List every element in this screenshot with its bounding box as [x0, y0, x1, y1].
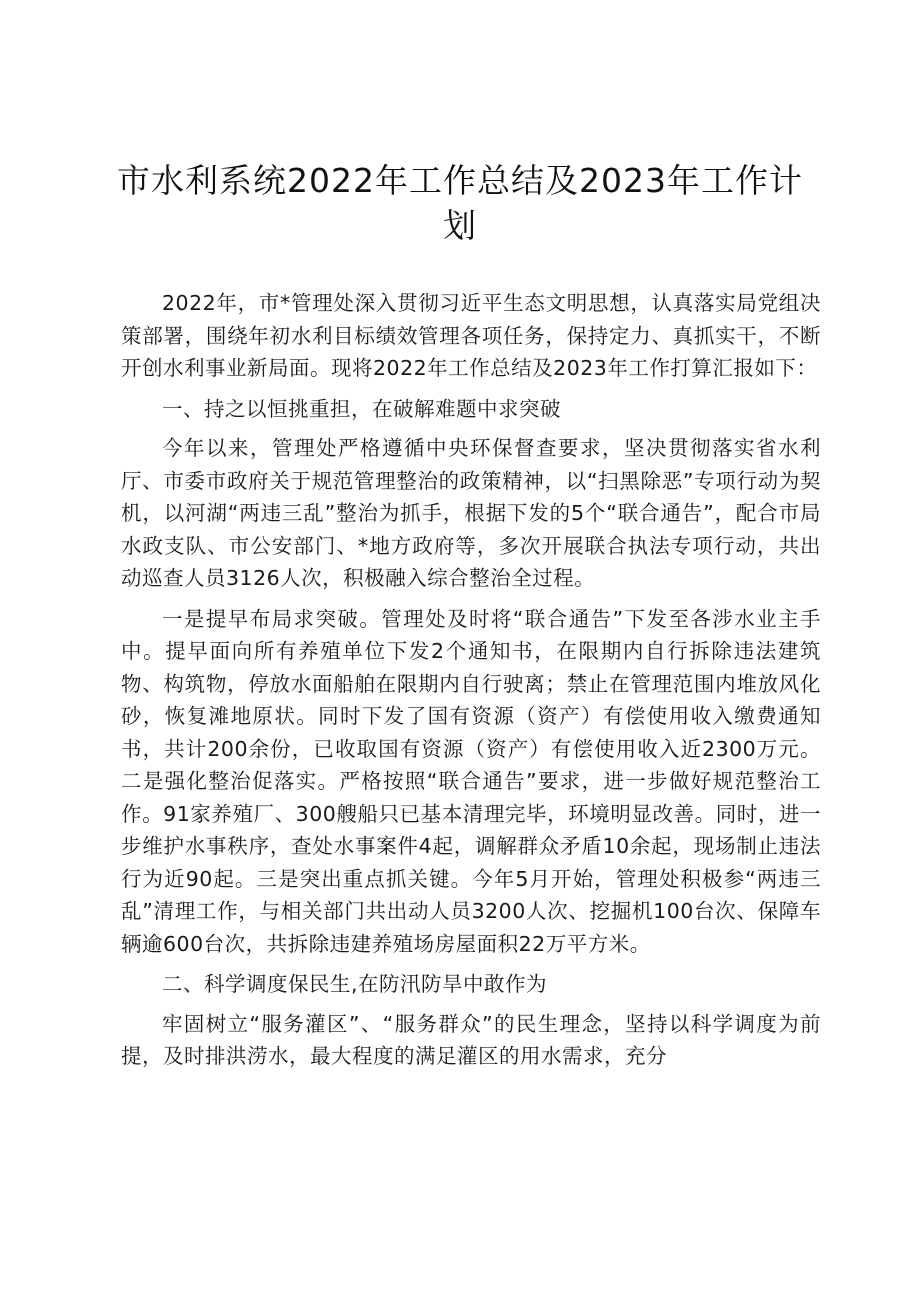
intro-paragraph: 2022年，市*管理处深入贯彻习近平生态文明思想，认真落实局党组决策部署，围绕年初水利目标绩效管理各项任务，保持定力、真抓实干，不断开创水利事业新局面。现将2022年工作总结及2023年工作打算汇报如下：: [121, 291, 821, 380]
section-heading-1: 一、持之以恒挑重担，在破解难题中求突破: [162, 396, 561, 421]
section1-paragraph-1: 今年以来，管理处严格遵循中央环保督查要求，坚决贯彻落实省水利厅、市委市政府关于规范管理整治的政策精神，以“扫黑除恶”专项行动为契机，以河湖“两违三乱”整治为抓手，根据下发的5个“联合通告”，配合市局水政支队、市公安部门、*地方政府等，多次开展联合执法专项行动，共出动巡查人员3126人次，积极融入综合整治全过程。: [121, 436, 821, 590]
section2-paragraph-1: 牢固树立“服务灌区”、“服务群众”的民生理念，坚持以科学调度为前提，及时排洪涝水，最大程度的满足灌区的用水需求，充分: [121, 1011, 821, 1068]
document-body: [121, 287, 821, 1073]
document-title: 市水利系统2022年工作总结及2023年工作计划: [117, 161, 803, 245]
section1-paragraph-2: 一是提早布局求突破。管理处及时将“联合通告”下发至各涉水业主手中。提早面向所有养殖单位下发2个通知书，在限期内自行拆除违法建筑物、构筑物，停放水面船舶在限期内自行驶离；禁止在管理范围内堆放风化砂，恢复滩地原状。同时下发了国有资源（资产）有偿使用收入缴费通知书，共计200余份，已收取国有资源（资产）有偿使用收入近2300万元。二是强化整治促落实。严格按照“联合通告”要求，进一步做好规范整治工作。91家养殖厂、300艘船只已基本清理完毕，环境明显改善。同时，进一步维护水事秩序，查处水事案件4起，调解群众矛盾10余起，现场制止违法行为近90起。三是突出重点抓关键。今年5月开始，管理处积极参“两违三乱”清理工作，与相关部门共出动人员3200人次、挖掘机100台次、保障车辆逾600台次，共拆除违建养殖场房屋面积22万平方米。: [121, 606, 821, 956]
section-heading-2: 二、科学调度保民生,在防汛防旱中敢作为: [162, 972, 548, 996]
